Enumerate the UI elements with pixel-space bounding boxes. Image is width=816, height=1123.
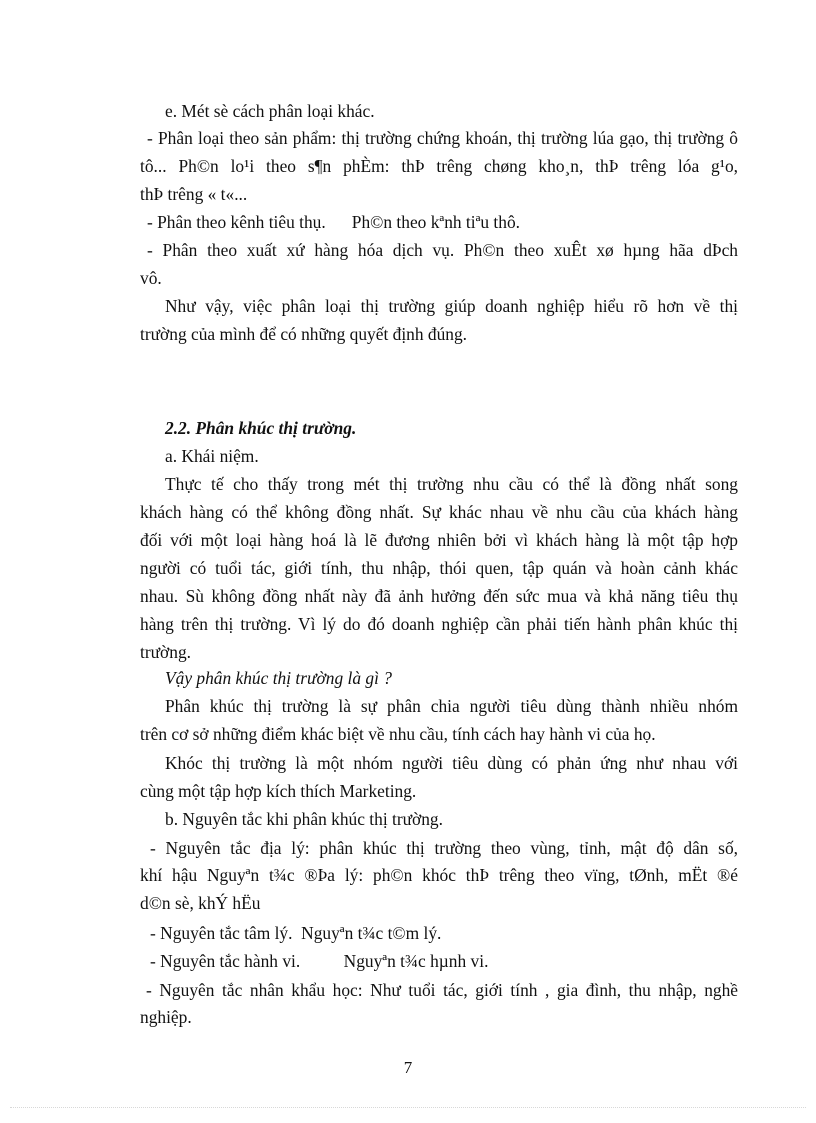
text-line: - Nguyên tắc tâm lý. Nguyªn t¾c t©m lý. [150,923,442,943]
text-line: tô... Ph©n lo¹i theo s¶n phÈm: thÞ trêng chøng kho¸n, thÞ trêng lóa g¹o, [140,156,738,176]
page-number: 7 [403,1058,413,1077]
section-heading: 2.2. Phân khúc thị trường. [165,418,357,438]
text-line: - Phân loại theo sản phẩm: thị trường chứng khoán, thị trường lúa gạo, thị trường ô [147,128,738,148]
text-line: vô. [140,268,162,288]
text-line: trường của mình để có những quyết định đúng. [140,324,468,344]
text-line: Như vậy, việc phân loại thị trường giúp doanh nghiệp hiểu rõ hơn về thị [165,296,738,316]
text-line: - Nguyên tắc địa lý: phân khúc thị trường theo vùng, tỉnh, mật độ dân số, [150,838,738,858]
text-line: b. Nguyên tắc khi phân khúc thị trường. [165,809,443,829]
text-line: - Nguyên tắc nhân khẩu học: Như tuổi tác, giới tính , gia đình, thu nhập, nghề [146,980,738,1000]
text-line: Khóc thị trường là một nhóm người tiêu dùng có phản ứng như nhau với [165,753,738,773]
text-line: trường. [140,642,191,662]
text-line: trên cơ sở những điểm khác biệt về nhu cầu, tính cách hay hành vi của họ. [140,724,656,744]
text-line: thÞ trêng « t«... [140,184,248,204]
text-line: nhau. Sù không đồng nhất này đã ảnh hưởng đến sức mua và khả năng tiêu thụ [140,586,738,606]
text-line: - Phân theo kênh tiêu thụ. Ph©n theo kªnh tiªu thô. [147,212,521,232]
text-line: nghiệp. [140,1007,192,1027]
text-line: d©n sè, khÝ hËu [140,893,261,913]
text-line: khách hàng có thể không đồng nhất. Sự khác nhau về nhu cầu của khách hàng [140,502,738,522]
text-line-italic: Vậy phân khúc thị trường là gì ? [165,668,392,688]
text-line: đối với một loại hàng hoá là lẽ đương nhiên bởi vì khách hàng là một tập hợp [140,530,738,550]
text-line: cùng một tập hợp kích thích Marketing. [140,781,417,801]
text-line: - Phân theo xuất xứ hàng hóa dịch vụ. Ph©n theo xuÊt xø hµng hãa dÞch [147,240,738,260]
page-bottom-divider [10,1107,806,1108]
text-line: - Nguyên tắc hành vi. Nguyªn t¾c hµnh vi. [150,951,489,971]
text-line: hàng trên thị trường. Vì lý do đó doanh nghiệp cần phải tiến hành phân khúc thị [140,614,738,634]
text-line: Phân khúc thị trường là sự phân chia người tiêu dùng thành nhiều nhóm [165,696,738,716]
text-line: khí hậu Nguyªn t¾c ®Þa lý: ph©n khóc thÞ trêng theo vïng, tØnh, mËt ®é [140,865,738,885]
text-line: a. Khái niệm. [165,446,259,466]
text-line: Thực tế cho thấy trong mét thị trường nhu cầu có thể là đồng nhất song [165,474,738,494]
text-line: người có tuổi tác, giới tính, thu nhập, thói quen, tập quán và hoàn cảnh khác [140,558,738,578]
text-line: e. Mét sè cách phân loại khác. [165,101,375,121]
